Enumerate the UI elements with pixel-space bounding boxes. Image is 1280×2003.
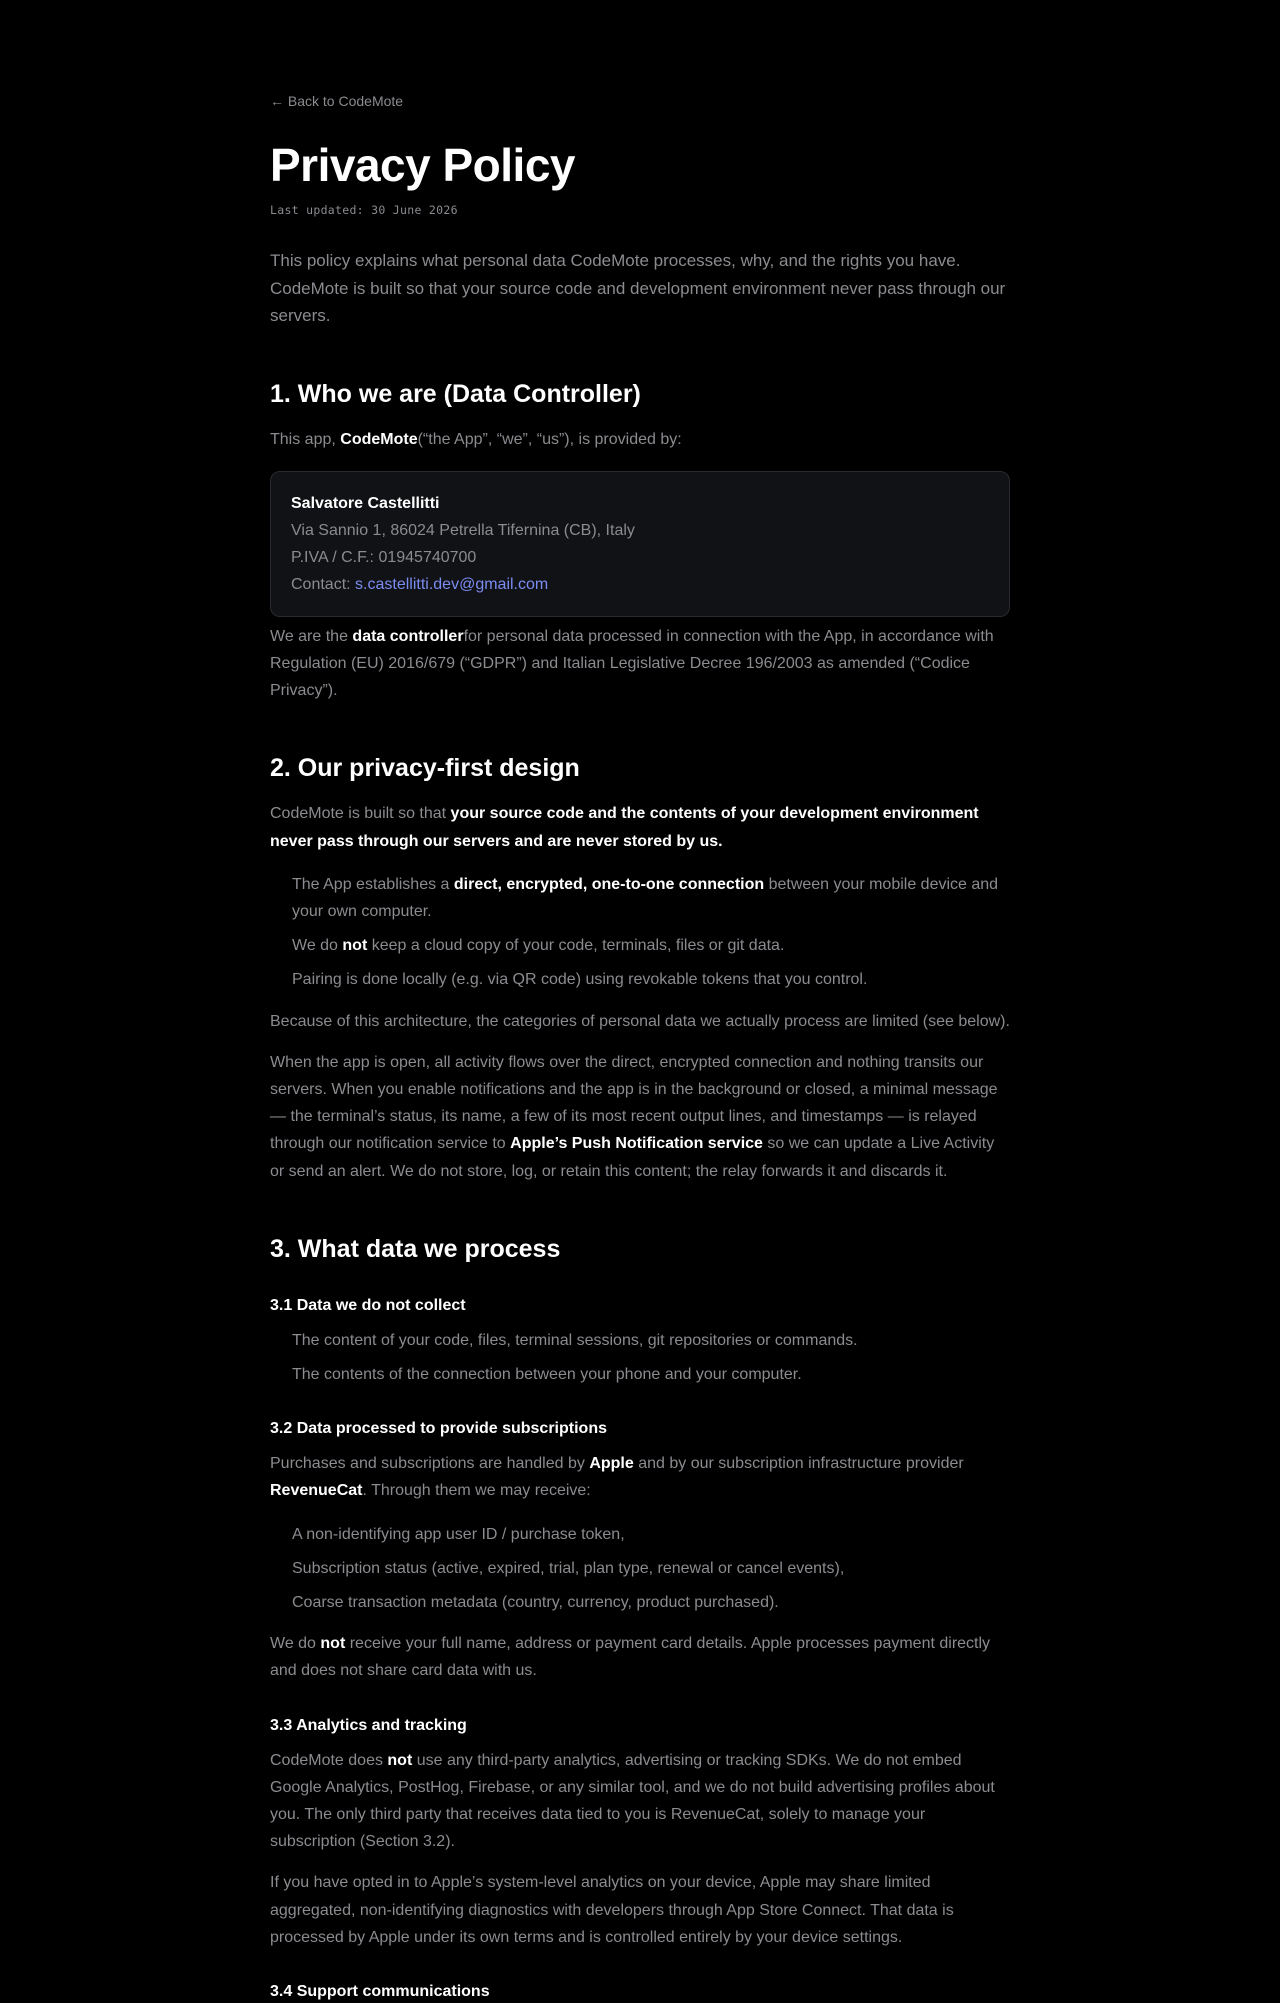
architecture-paragraph: Because of this architecture, the categories of personal data we actually process are limited (see below).: [270, 1012, 1010, 1030]
list-item: A non-identifying app user ID / purchase token,: [292, 1525, 625, 1543]
section-3-1-heading: 3.1 Data we do not collect: [270, 1296, 466, 1314]
list-item: Subscription status (active, expired, trial, plan type, renewal or cancel events),: [292, 1559, 845, 1577]
section-1-heading: 1. Who we are (Data Controller): [270, 379, 641, 408]
subscription-data-list: [270, 1521, 1010, 1617]
data-controller-paragraph: We are the data controllerfor personal data processed in connection with the App, in accordance with Regulation (EU) 2016/679 (“GDPR”) and Italian Legislative Decree 196/2003 as amended (“Codice Privacy”).: [270, 627, 994, 700]
list-item: Coarse transaction metadata (country, currency, product purchased).: [292, 1593, 779, 1611]
list-item: Pairing is done locally (e.g. via QR code) using revokable tokens that you control.: [292, 971, 868, 989]
back-to-codemote-link[interactable]: ← Back to CodeMote: [270, 93, 404, 109]
privacy-design-list: [270, 871, 1010, 994]
controller-tax-id: P.IVA / C.F.: 01945740700: [291, 548, 477, 566]
list-item: The content of your code, files, terminal sessions, git repositories or commands.: [292, 1331, 858, 1349]
section-2-heading: 2. Our privacy-first design: [270, 754, 580, 783]
payment-data-paragraph: We do not receive your full name, address or payment card details. Apple processes payment directly and does not share card data with us.: [270, 1635, 991, 1680]
section-3-heading: 3. What data we process: [270, 1234, 561, 1263]
data-not-collected-list: [270, 1327, 1010, 1388]
section-3-4-heading: 3.4 Support communications: [270, 1983, 490, 2000]
list-item: We do not keep a cloud copy of your code, terminals, files or git data.: [292, 937, 785, 955]
last-updated-date: Last updated: 30 June 2026: [270, 203, 458, 217]
section-1-intro: This app, CodeMote(“the App”, “we”, “us”), is provided by:: [270, 430, 682, 448]
subscriptions-paragraph: Purchases and subscriptions are handled by Apple and by our subscription infrastructure provider RevenueCat. Through them we may receive:: [270, 1455, 964, 1500]
privacy-design-paragraph: CodeMote is built so that your source code and the contents of your development environment never pass through our servers and are never stored by us.: [270, 805, 979, 850]
controller-address: Via Sannio 1, 86024 Petrella Tifernina (CB), Italy: [291, 521, 635, 539]
data-controller-card: [270, 471, 1010, 617]
page-title: Privacy Policy: [270, 139, 575, 191]
list-item: The contents of the connection between your phone and your computer.: [292, 1365, 802, 1383]
controller-contact: Contact: s.castellitti.dev@gmail.com: [291, 575, 549, 593]
apple-analytics-paragraph: If you have opted in to Apple’s system-level analytics on your device, Apple may share limited aggregated, non-identifying diagnostics with developers through App Store Connect. That data is processed by Apple under its own terms and is controlled entirely by your device settings.: [270, 1874, 954, 1946]
intro-paragraph: This policy explains what personal data CodeMote processes, why, and the rights you have. CodeMote is built so that your source code and development environment never pass through our servers.: [270, 251, 1006, 325]
policy-page: [270, 0, 1010, 2003]
list-item: The App establishes a direct, encrypted, one-to-one connection between your mobile device and your own computer.: [292, 875, 999, 920]
section-3-3-heading: 3.3 Analytics and tracking: [270, 1716, 467, 1734]
analytics-paragraph: CodeMote does not use any third-party analytics, advertising or tracking SDKs. We do not embed Google Analytics, PostHog, Firebase, or any similar tool, and we do not build advertising profiles about you. The only third party that receives data tied to you is RevenueCat, solely to manage your subscription (Section 3.2).: [270, 1751, 995, 1851]
controller-name: Salvatore Castellitti: [291, 494, 440, 512]
notifications-paragraph: When the app is open, all activity flows over the direct, encrypted connection and nothing transits our servers. When you enable notifications and the app is in the background or closed, a minimal message — the terminal’s status, its name, a few of its most recent output lines, and timestamps — is relayed through our notification service to Apple’s Push Notification service so we can update a Live Activity or send an alert. We do not store, log, or retain this content; the relay forwards it and discards it.: [270, 1053, 998, 1180]
contact-email-link[interactable]: s.castellitti.dev@gmail.com: [355, 575, 549, 593]
section-3-2-heading: 3.2 Data processed to provide subscriptions: [270, 1420, 607, 1438]
